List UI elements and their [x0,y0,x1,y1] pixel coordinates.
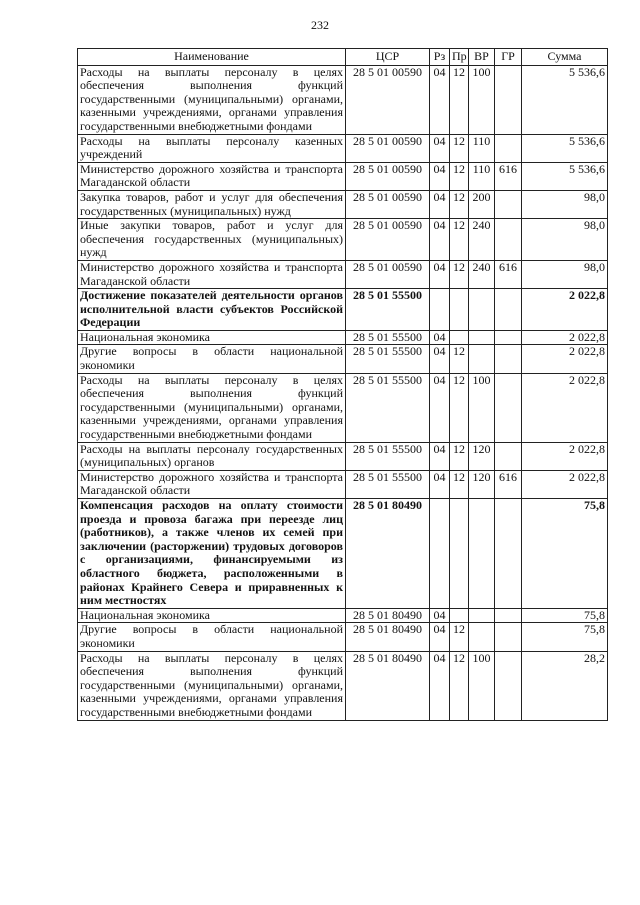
cell-rz: 04 [430,190,450,218]
cell-name: Иные закупки товаров, работ и услуг для обеспечения государственных (муниципальных) нужд [78,219,346,261]
cell-sum: 2 022,8 [522,345,608,373]
table-row [78,134,608,162]
header-gr: ГР [495,49,522,66]
cell-pr: 12 [450,442,469,470]
cell-rz: 04 [430,373,450,442]
cell-vr [469,345,495,373]
cell-csr: 28 5 01 00590 [346,162,430,190]
cell-csr: 28 5 01 00590 [346,190,430,218]
cell-vr: 120 [469,470,495,498]
cell-sum: 98,0 [522,219,608,261]
cell-csr: 28 5 01 55500 [346,330,430,345]
cell-pr: 12 [450,219,469,261]
cell-pr: 12 [450,651,469,720]
cell-sum: 5 536,6 [522,162,608,190]
cell-name: Национальная экономика [78,330,346,345]
cell-sum: 98,0 [522,190,608,218]
table-row [78,608,608,623]
cell-vr: 200 [469,190,495,218]
cell-gr [495,65,522,134]
cell-sum: 28,2 [522,651,608,720]
cell-rz [430,289,450,331]
cell-csr: 28 5 01 55500 [346,470,430,498]
cell-name: Национальная экономика [78,608,346,623]
cell-gr [495,190,522,218]
table-row [78,651,608,720]
cell-rz: 04 [430,651,450,720]
cell-rz: 04 [430,65,450,134]
cell-sum: 75,8 [522,623,608,651]
cell-name: Расходы на выплаты персоналу в целях обеспечения выполнения функций государственными (муниципальными) органами, казенными учреждениями, органами управления государственными внебюджетными фондами [78,65,346,134]
cell-csr: 28 5 01 00590 [346,219,430,261]
cell-gr: 616 [495,260,522,288]
cell-pr: 12 [450,373,469,442]
table-row [78,345,608,373]
cell-pr: 12 [450,345,469,373]
cell-name: Министерство дорожного хозяйства и транспорта Магаданской области [78,162,346,190]
table-row [78,219,608,261]
table-row [78,470,608,498]
cell-pr: 12 [450,470,469,498]
cell-gr [495,499,522,609]
cell-vr [469,330,495,345]
cell-gr [495,651,522,720]
cell-name: Расходы на выплаты персоналу казенных учреждений [78,134,346,162]
cell-gr: 616 [495,162,522,190]
cell-pr [450,608,469,623]
cell-rz: 04 [430,162,450,190]
cell-rz: 04 [430,260,450,288]
cell-gr [495,330,522,345]
header-sum: Сумма [522,49,608,66]
header-csr: ЦСР [346,49,430,66]
table-row [78,330,608,345]
cell-sum: 5 536,6 [522,65,608,134]
cell-csr: 28 5 01 55500 [346,345,430,373]
cell-vr [469,623,495,651]
cell-vr [469,608,495,623]
cell-vr: 110 [469,162,495,190]
page-number: 232 [311,18,329,32]
cell-gr [495,373,522,442]
cell-vr: 100 [469,65,495,134]
cell-sum: 2 022,8 [522,289,608,331]
cell-vr: 240 [469,219,495,261]
cell-pr [450,330,469,345]
header-pr: Пр [450,49,469,66]
cell-rz: 04 [430,219,450,261]
cell-sum: 75,8 [522,608,608,623]
cell-vr: 120 [469,442,495,470]
cell-sum: 2 022,8 [522,373,608,442]
table-header-row [78,49,608,66]
cell-vr: 100 [469,373,495,442]
table-row [78,373,608,442]
cell-gr [495,608,522,623]
cell-name: Расходы на выплаты персоналу в целях обеспечения выполнения функций государственными (муниципальными) органами, казенными учреждениями, органами управления государственными внебюджетными фондами [78,373,346,442]
cell-pr: 12 [450,623,469,651]
cell-sum: 2 022,8 [522,442,608,470]
cell-name: Министерство дорожного хозяйства и транспорта Магаданской области [78,260,346,288]
cell-pr: 12 [450,134,469,162]
table-row [78,65,608,134]
cell-gr [495,289,522,331]
cell-csr: 28 5 01 80490 [346,651,430,720]
cell-csr: 28 5 01 55500 [346,373,430,442]
cell-csr: 28 5 01 55500 [346,289,430,331]
cell-name: Достижение показателей деятельности органов исполнительной власти субъектов Российской Федерации [78,289,346,331]
cell-csr: 28 5 01 00590 [346,65,430,134]
table-row [78,260,608,288]
cell-name: Министерство дорожного хозяйства и транспорта Магаданской области [78,470,346,498]
cell-pr: 12 [450,162,469,190]
cell-name: Другие вопросы в области национальной экономики [78,623,346,651]
table-row [78,289,608,331]
cell-pr: 12 [450,190,469,218]
cell-sum: 2 022,8 [522,330,608,345]
cell-csr: 28 5 01 00590 [346,134,430,162]
cell-rz [430,499,450,609]
table-body [78,65,608,720]
cell-pr: 12 [450,65,469,134]
header-name: Наименование [78,49,346,66]
cell-rz: 04 [430,623,450,651]
table-row [78,190,608,218]
cell-name: Расходы на выплаты персоналу в целях обеспечения выполнения функций государственными (муниципальными) органами, казенными учреждениями, органами управления государственными внебюджетными фондами [78,651,346,720]
cell-name: Компенсация расходов на оплату стоимости проезда и провоза багажа при переезде лиц (работников), а также членов их семей при заключении (расторжении) трудовых договоров с организациями, финансируемыми из областного бюджета, расположенными в районах Крайнего Севера и приравненных к ним местностях [78,499,346,609]
budget-table [77,48,608,721]
cell-vr [469,289,495,331]
cell-name: Другие вопросы в области национальной экономики [78,345,346,373]
cell-rz: 04 [430,470,450,498]
cell-vr: 100 [469,651,495,720]
cell-pr: 12 [450,260,469,288]
cell-name: Закупка товаров, работ и услуг для обеспечения государственных (муниципальных) нужд [78,190,346,218]
cell-pr [450,499,469,609]
cell-csr: 28 5 01 00590 [346,260,430,288]
cell-rz: 04 [430,442,450,470]
cell-rz: 04 [430,608,450,623]
cell-csr: 28 5 01 80490 [346,608,430,623]
cell-sum: 75,8 [522,499,608,609]
cell-gr [495,345,522,373]
cell-gr: 616 [495,470,522,498]
cell-pr [450,289,469,331]
cell-name: Расходы на выплаты персоналу государственных (муниципальных) органов [78,442,346,470]
cell-rz: 04 [430,330,450,345]
header-vr: ВР [469,49,495,66]
cell-gr [495,623,522,651]
cell-gr [495,219,522,261]
cell-csr: 28 5 01 80490 [346,623,430,651]
cell-sum: 98,0 [522,260,608,288]
cell-vr: 240 [469,260,495,288]
cell-gr [495,442,522,470]
cell-sum: 5 536,6 [522,134,608,162]
cell-rz: 04 [430,134,450,162]
cell-csr: 28 5 01 55500 [346,442,430,470]
table-row [78,442,608,470]
cell-sum: 2 022,8 [522,470,608,498]
header-rz: Рз [430,49,450,66]
cell-vr: 110 [469,134,495,162]
table-row [78,499,608,609]
cell-vr [469,499,495,609]
table-row [78,162,608,190]
table-row [78,623,608,651]
cell-csr: 28 5 01 80490 [346,499,430,609]
cell-rz: 04 [430,345,450,373]
cell-gr [495,134,522,162]
